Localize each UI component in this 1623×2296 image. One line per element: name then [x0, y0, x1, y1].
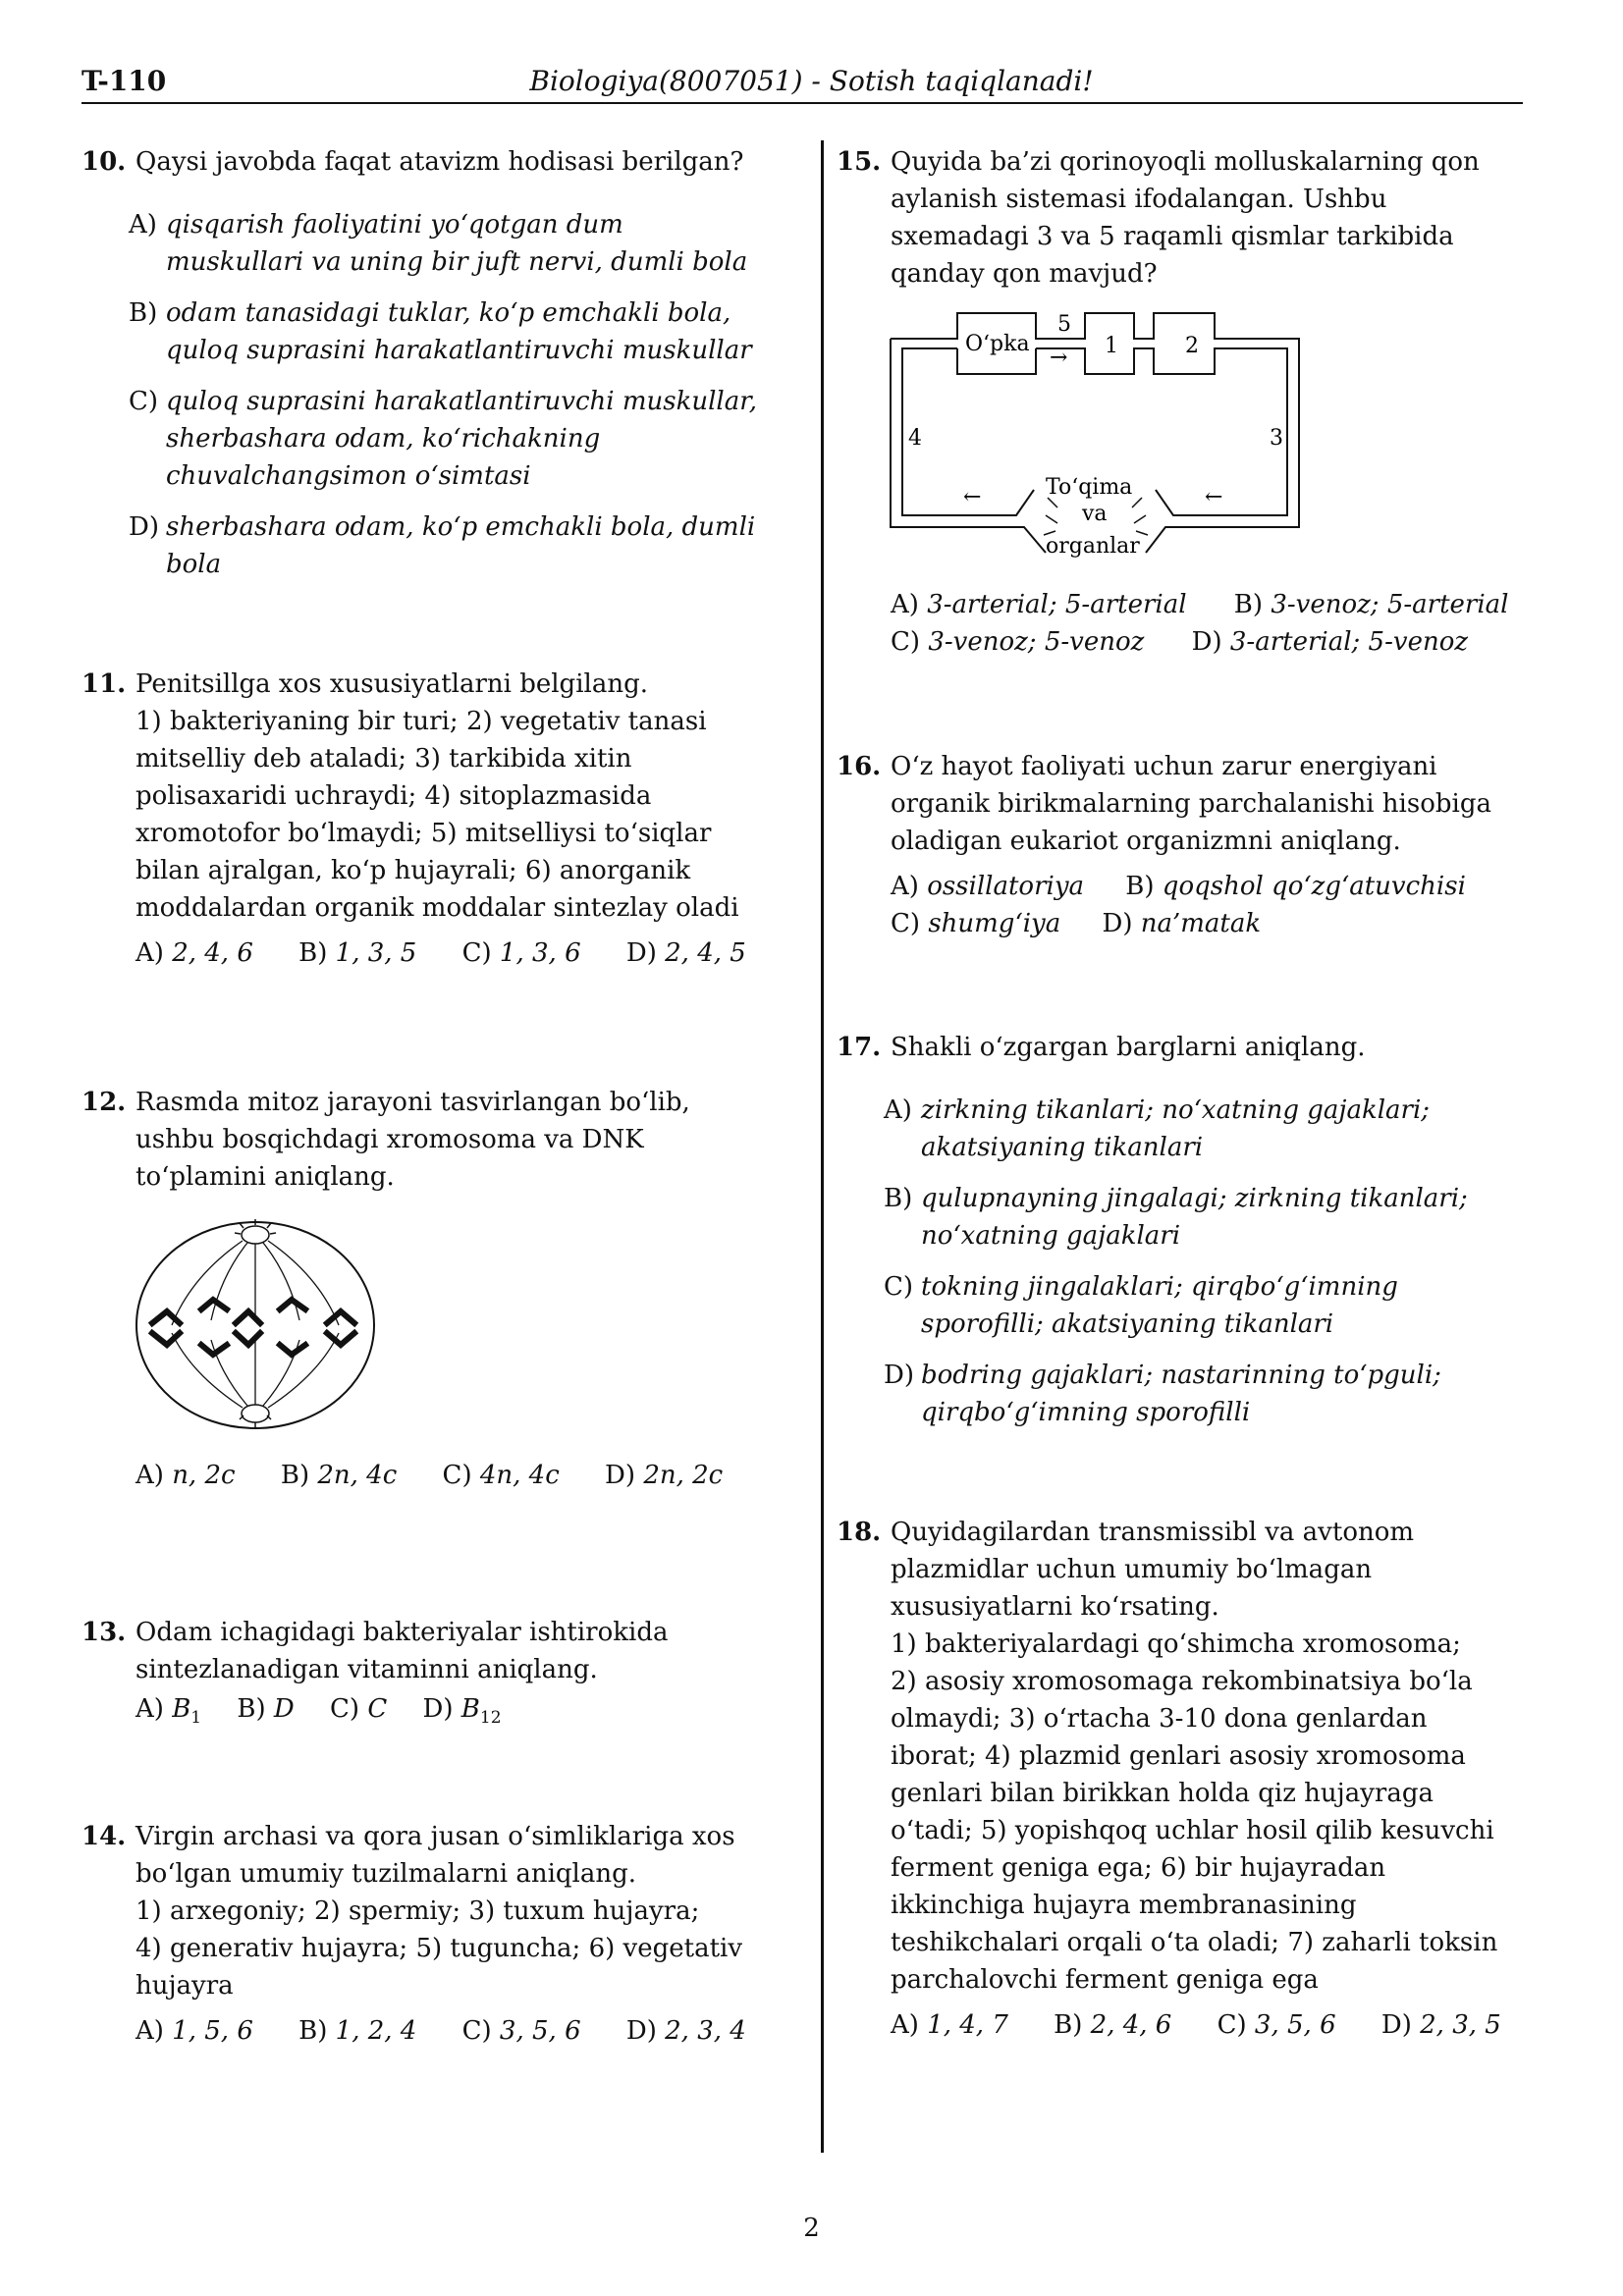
option-a[interactable] — [129, 206, 788, 281]
option-d[interactable] — [129, 508, 788, 583]
option-c[interactable] — [129, 383, 788, 495]
chromosomes — [152, 1300, 354, 1355]
option-text: tokning jingalaklari; qirqbo‘g‘imning — [921, 1272, 1398, 1302]
question-text: mitselliy deb ataladi; 3) tarkibida xitin — [135, 744, 632, 774]
options-row — [891, 586, 1524, 623]
question-text: Odam ichagidagi bakteriyalar ishtirokida — [135, 1618, 669, 1647]
question-text: plazmidlar uchun umumiy bo‘lmagan — [891, 1555, 1373, 1584]
question-text: o‘tadi; 5) yopishqoq uchlar hosil qilib kesuvchi — [891, 1816, 1494, 1845]
question-text: ushbu bosqichdagi xromosoma va DNK — [135, 1125, 644, 1154]
option-b[interactable]: B) 3-venoz; 5-arterial — [1233, 590, 1509, 619]
question-18 — [837, 1514, 1524, 2044]
option-c[interactable]: C) 3, 5, 6 — [461, 2016, 581, 2046]
question-number: 13. — [81, 1618, 127, 1647]
option-b[interactable]: B) 2, 4, 6 — [1054, 2010, 1172, 2040]
option-a[interactable]: A) $B_1$ — [135, 1694, 202, 1729]
question-number: 18. — [837, 1518, 882, 1547]
question-text: teshikchalari orqali o‘ta oladi; 7) zaharli toksin — [891, 1928, 1498, 1957]
option-label: D) — [884, 1361, 914, 1390]
option-d[interactable]: D) 2, 3, 5 — [1380, 2010, 1501, 2040]
question-text: Shakli o‘zgargan barglarni aniqlang. — [891, 1033, 1366, 1062]
options-row — [135, 1690, 788, 1736]
option-label: A) — [129, 210, 157, 240]
option-label: B) — [129, 298, 158, 328]
question-text: iborat; 4) plazmid genlari asosiy xromosoma — [891, 1741, 1466, 1771]
question-15 — [837, 143, 1524, 293]
mollusc-circulation-diagram — [889, 309, 1311, 569]
options-row — [891, 2006, 1524, 2044]
question-number: 11. — [81, 669, 127, 699]
question-number: 10. — [81, 147, 127, 177]
question-15-options — [837, 586, 1524, 661]
option-c[interactable] — [884, 1268, 1524, 1343]
question-text: hujayra — [135, 1971, 234, 2001]
question-text: bilan ajralgan, ko‘p hujayrali; 6) anorganik — [135, 856, 691, 885]
option-b[interactable]: B) 1, 2, 4 — [298, 2016, 417, 2046]
question-text: moddalardan organik moddalar sintezlay oladi — [135, 893, 739, 923]
column-divider — [821, 140, 824, 2153]
question-text: oladigan eukariot organizmni aniqlang. — [891, 827, 1401, 856]
page-header-title: Biologiya(8007051) - Sotish taqiqlanadi! — [529, 65, 1094, 97]
option-b[interactable]: B) D — [237, 1694, 295, 1724]
header-rule — [81, 102, 1523, 104]
option-text: odam tanasidagi tuklar, ko‘p emchakli bola, — [166, 298, 731, 328]
question-text: 4) generativ hujayra; 5) tuguncha; 6) vegetativ — [135, 1934, 743, 1963]
centriole-bottom — [240, 1405, 271, 1428]
question-text: parchalovchi ferment geniga ega — [891, 1965, 1319, 1995]
option-a[interactable]: A) 1, 4, 7 — [891, 2010, 1008, 2040]
arrow-right: → — [1050, 346, 1068, 370]
option-text: sherbashara odam, ko‘richakning — [166, 424, 601, 454]
question-12-options — [81, 1457, 788, 1494]
option-label: C) — [129, 387, 159, 416]
options-row — [891, 623, 1524, 661]
label-5: 5 — [1057, 312, 1071, 337]
question-number: 14. — [81, 1822, 127, 1851]
option-c[interactable]: C) C — [330, 1694, 388, 1724]
question-14 — [81, 1818, 788, 2050]
question-number: 12. — [81, 1088, 127, 1117]
question-text: bo‘lgan umumiy tuzilmalarni aniqlang. — [135, 1859, 637, 1889]
question-text: 1) bakteriyaning bir turi; 2) vegetativ tanasi — [135, 707, 707, 736]
tissue-label-and: va — [1082, 502, 1108, 526]
option-text: bola — [166, 550, 222, 579]
option-text: qisqarish faoliyatini yo‘qotgan dum — [166, 210, 623, 240]
options-row — [135, 2012, 788, 2050]
option-d[interactable]: D) na’matak — [1102, 909, 1262, 938]
options-row — [135, 934, 788, 972]
question-text: Quyida ba’zi qorinoyoqli molluskalarning qon — [891, 147, 1480, 177]
question-13 — [81, 1614, 788, 1736]
question-text: qanday qon mavjud? — [891, 259, 1158, 289]
option-label: C) — [884, 1272, 914, 1302]
question-text: aylanish sistemasi ifodalangan. Ushbu — [891, 185, 1387, 214]
options-row — [891, 868, 1524, 905]
option-a[interactable]: A) 3-arterial; 5-arterial — [891, 590, 1187, 619]
question-16 — [837, 748, 1524, 942]
option-b[interactable]: B) 1, 3, 5 — [298, 938, 417, 968]
label-1: 1 — [1105, 334, 1118, 358]
option-text: qulupnayning jingalagi; zirkning tikanlari; — [921, 1184, 1468, 1213]
question-number: 16. — [837, 752, 882, 781]
option-b[interactable] — [884, 1180, 1524, 1255]
label-3: 3 — [1270, 426, 1283, 451]
question-10 — [81, 143, 788, 583]
option-a[interactable]: A) ossillatoriya — [891, 872, 1085, 901]
question-text: Rasmda mitoz jarayoni tasvirlangan bo‘lib, — [135, 1088, 690, 1117]
question-17 — [837, 1029, 1524, 1431]
question-text: Quyidagilardan transmissibl va avtonom — [891, 1518, 1415, 1547]
option-text: quloq suprasini harakatlantiruvchi muskullar — [166, 336, 752, 365]
question-text: 1) arxegoniy; 2) spermiy; 3) tuxum hujayra; — [135, 1896, 700, 1926]
option-a[interactable]: A) 1, 5, 6 — [135, 2016, 253, 2046]
option-d[interactable]: D) 2, 4, 5 — [625, 938, 746, 968]
question-number: 15. — [837, 147, 882, 177]
question-text: 1) bakteriyalardagi qo‘shimcha xromosoma; — [891, 1629, 1461, 1659]
tissue-label: To‘qima — [1046, 475, 1133, 500]
question-text: xromotofor bo‘lmaydi; 5) mitselliysi to‘siqlar — [135, 819, 712, 848]
option-text: no‘xatning gajaklari — [921, 1221, 1181, 1251]
label-2: 2 — [1185, 334, 1199, 358]
question-text: 2) asosiy xromosomaga rekombinatsiya bo‘la — [891, 1667, 1473, 1696]
question-text: Virgin archasi va qora jusan o‘simliklariga xos — [135, 1822, 735, 1851]
question-number: 17. — [837, 1033, 882, 1062]
mitosis-cell-figure — [133, 1217, 378, 1433]
question-text: ikkinchiga hujayra membranasining — [891, 1891, 1357, 1920]
option-c[interactable]: C) shumg‘iya — [891, 909, 1061, 938]
option-a[interactable]: A) n, 2c — [135, 1461, 236, 1490]
option-a[interactable]: A) 2, 4, 6 — [135, 938, 253, 968]
spindle-fibers — [172, 1241, 339, 1408]
option-d[interactable] — [884, 1357, 1524, 1431]
arrow-left-2: ← — [1205, 485, 1223, 509]
option-label: B) — [884, 1184, 913, 1213]
option-d[interactable]: D) $B_{12}$ — [422, 1694, 502, 1729]
option-text: sherbashara odam, ko‘p emchakli bola, dumli — [166, 512, 756, 542]
option-text: quloq suprasini harakatlantiruvchi muskullar, — [166, 387, 758, 416]
option-text: qirqbo‘g‘imning sporofilli — [921, 1398, 1251, 1427]
tissue-label-organs: organlar — [1046, 534, 1140, 559]
option-b[interactable]: B) 2n, 4c — [280, 1461, 398, 1490]
option-d[interactable]: D) 3-arterial; 5-venoz — [1191, 627, 1469, 657]
question-text: sxemadagi 3 va 5 raqamli qismlar tarkibida — [891, 222, 1454, 251]
label-4: 4 — [908, 426, 922, 451]
options-row — [891, 905, 1524, 942]
question-text: ferment geniga ega; 6) bir hujayradan — [891, 1853, 1386, 1883]
test-code: T-110 — [81, 65, 167, 97]
question-text: Penitsillga xos xususiyatlarni belgilang. — [135, 669, 648, 699]
question-12 — [81, 1084, 788, 1196]
option-a[interactable] — [884, 1092, 1524, 1166]
option-text: muskullari va uning bir juft nervi, dumli bola — [166, 247, 748, 277]
option-text: akatsiyaning tikanlari — [921, 1133, 1204, 1162]
question-text: olmaydi; 3) o‘rtacha 3-10 dona genlardan — [891, 1704, 1428, 1734]
question-text: to‘plamini aniqlang. — [135, 1162, 395, 1192]
option-text: bodring gajaklari; nastarinning to‘pguli; — [921, 1361, 1441, 1390]
question-11 — [81, 666, 788, 972]
arrow-left: ← — [963, 485, 982, 509]
question-text: sintezlanadigan vitaminni aniqlang. — [135, 1655, 598, 1684]
options-row — [135, 1457, 788, 1494]
page-number: 2 — [803, 2214, 820, 2243]
question-text: xususiyatlarni ko‘rsating. — [891, 1592, 1219, 1622]
option-text: chuvalchangsimon o‘simtasi — [166, 461, 531, 491]
question-text: Qaysi javobda faqat atavizm hodisasi berilgan? — [135, 147, 744, 177]
option-label: A) — [884, 1095, 912, 1125]
option-text: zirkning tikanlari; no‘xatning gajaklari; — [921, 1095, 1431, 1125]
question-text: genlari bilan birikkan holda qiz hujayraga — [891, 1779, 1434, 1808]
option-d[interactable]: D) 2n, 2c — [605, 1461, 724, 1490]
option-text: sporofilli; akatsiyaning tikanlari — [921, 1309, 1334, 1339]
question-text: organik birikmalarning parchalanishi hisobiga — [891, 789, 1491, 819]
option-c[interactable]: C) 1, 3, 6 — [461, 938, 581, 968]
question-text: polisaxaridi uchraydi; 4) sitoplazmasida — [135, 781, 652, 811]
option-d[interactable]: D) 2, 3, 4 — [625, 2016, 746, 2046]
option-c[interactable]: C) 4n, 4c — [442, 1461, 560, 1490]
option-b[interactable] — [129, 294, 788, 369]
option-label: D) — [129, 512, 159, 542]
option-c[interactable]: C) 3, 5, 6 — [1217, 2010, 1336, 2040]
lung-label: O‘pka — [965, 332, 1030, 356]
question-text: O‘z hayot faoliyati uchun zarur energiyani — [891, 752, 1437, 781]
option-b[interactable]: B) qoqshol qo‘zg‘atuvchisi — [1125, 872, 1466, 901]
option-c[interactable]: C) 3-venoz; 5-venoz — [891, 627, 1145, 657]
